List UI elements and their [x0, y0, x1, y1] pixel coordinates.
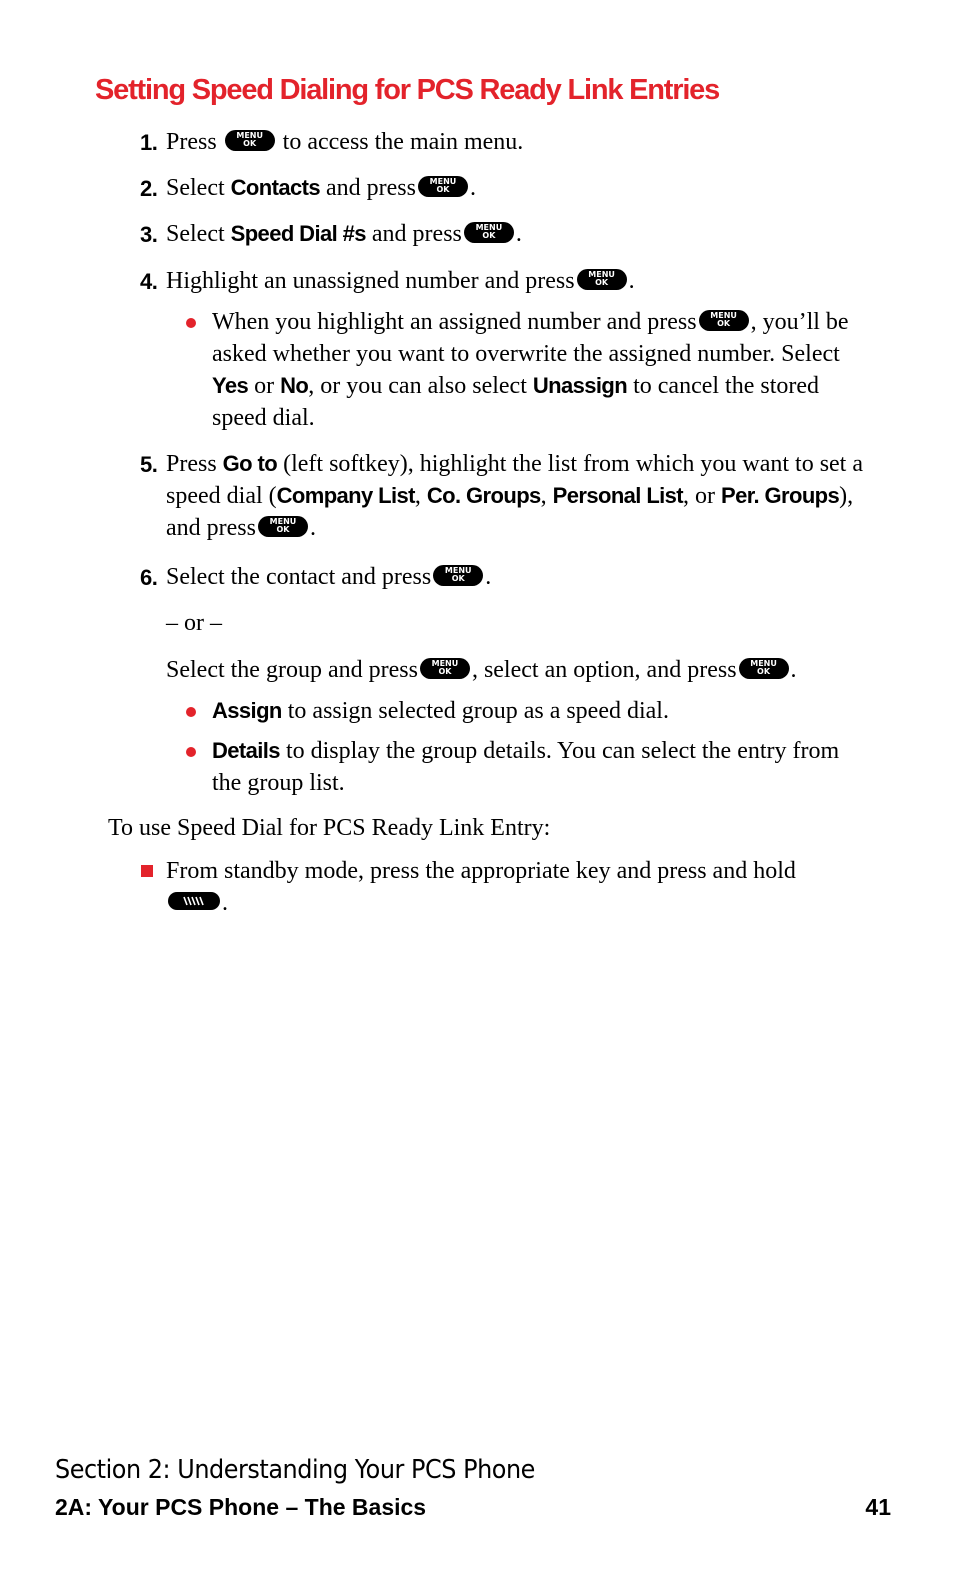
step-text-a: Select	[166, 221, 225, 247]
use-item-text-a: From standby mode, press the appropriate key and press and hold	[166, 858, 796, 884]
option-assign-label: Assign	[212, 698, 282, 723]
key-label-bottom: OK	[595, 277, 609, 287]
step-text-c: .	[485, 564, 492, 590]
note-text	[212, 735, 862, 799]
step-text	[166, 448, 866, 544]
step-text	[166, 126, 866, 158]
softkey-go-to: Go to	[222, 451, 278, 476]
step-text-d: .	[309, 515, 316, 541]
bullet-icon	[186, 707, 196, 717]
step-text-c: .	[469, 175, 476, 201]
key-label-bottom: OK	[757, 666, 771, 676]
step-text-b: (left softkey), highlight the list from which you want to set a speed dial (	[166, 451, 863, 509]
menu-ok-key-icon	[739, 658, 789, 679]
step-number: 5.	[140, 452, 158, 477]
key-label-top: MENU	[444, 565, 472, 575]
step-text	[166, 265, 866, 297]
use-item-text	[166, 855, 856, 919]
key-label-top: MENU	[588, 269, 615, 279]
menu-ok-key-icon	[433, 565, 483, 586]
list-co-groups: Co. Groups	[426, 483, 541, 508]
step-text-b: to access the main menu.	[282, 129, 524, 155]
key-label-bottom: OK	[717, 318, 731, 328]
step-text-c: .	[628, 268, 635, 294]
step-text	[166, 561, 866, 593]
bullet-icon	[186, 747, 196, 757]
key-label-top: MENU	[236, 130, 263, 140]
option-assign-desc: to assign selected group as a speed dial.	[287, 698, 669, 724]
footer-section-title: Section 2: Understanding Your PCS Phone	[55, 1455, 535, 1485]
list-personal-list: Personal List	[552, 483, 684, 508]
step-text-a: Select the group and press	[166, 657, 418, 683]
step-text	[166, 172, 866, 204]
step-text-b: and press	[325, 175, 416, 201]
option-details-label: Details	[212, 738, 280, 763]
step-number: 3.	[140, 222, 158, 247]
step-text-c: .	[515, 221, 522, 247]
note-text-b: , you’ll be asked whether you want to overwrite the assigned number. Select	[212, 309, 849, 367]
separator: ,	[414, 483, 421, 509]
step-number: 4.	[140, 269, 158, 294]
key-label-top: MENU	[750, 658, 777, 668]
option-no: No	[280, 373, 309, 398]
note-text-or: or	[254, 373, 275, 399]
step-text-a: Select the contact and press	[166, 564, 432, 590]
list-company-list: Company List	[276, 483, 415, 508]
key-label-bottom: OK	[482, 230, 496, 240]
step-text-a: Press	[166, 451, 217, 477]
list-per-groups: Per. Groups	[721, 483, 840, 508]
step-text-c: .	[790, 657, 797, 683]
option-details-desc: to display the group details. You can select the entry from the group list.	[212, 738, 840, 796]
menu-ok-key-icon	[464, 222, 514, 243]
use-intro: To use Speed Dial for PCS Ready Link Entry:	[108, 815, 551, 841]
page-number: 41	[865, 1494, 891, 1520]
note-text-d: to cancel the stored speed dial.	[212, 373, 820, 431]
key-label-top: MENU	[710, 310, 737, 320]
menu-ok-key-icon	[699, 310, 749, 331]
menu-ok-key-icon	[258, 516, 308, 537]
step-number: 2.	[140, 176, 158, 201]
step-text-a: Select	[166, 175, 225, 201]
page-title: Setting Speed Dialing for PCS Ready Link Entries	[95, 74, 720, 106]
separator: ,	[540, 483, 547, 509]
step-6-alt	[166, 654, 866, 686]
note-text-c: , or you can also select	[308, 373, 527, 399]
or-divider: – or –	[166, 610, 222, 636]
square-bullet-icon	[141, 865, 153, 877]
key-label-top: MENU	[269, 516, 297, 526]
menu-ok-key-icon	[420, 658, 470, 679]
option-yes: Yes	[212, 373, 249, 398]
key-label-bottom: OK	[276, 524, 290, 534]
menu-ok-key-icon	[577, 269, 627, 290]
use-item-text-b: .	[222, 890, 228, 916]
step-text-or: , or	[683, 483, 716, 509]
talk-key-icon	[168, 892, 220, 910]
key-label-top: MENU	[429, 176, 457, 186]
note-text	[212, 306, 862, 434]
menu-ok-key-icon	[418, 176, 468, 197]
key-label-bottom: OK	[451, 573, 465, 583]
key-label-bottom: OK	[438, 666, 452, 676]
note-text	[212, 695, 862, 727]
step-text-b: and press	[371, 221, 462, 247]
menu-term-contacts: Contacts	[230, 175, 320, 200]
key-label-bottom: OK	[243, 138, 257, 148]
menu-term-speed-dial: Speed Dial #s	[230, 221, 366, 246]
step-text-b: , select an option, and press	[471, 657, 737, 683]
step-text-a: Press	[166, 129, 217, 155]
note-text-a: When you highlight an assigned number and press	[212, 309, 697, 335]
bullet-icon	[186, 318, 196, 328]
footer-subsection: 2A: Your PCS Phone – The Basics	[55, 1494, 427, 1520]
step-text-c: ), and press	[166, 483, 854, 541]
step-text-a: Highlight an unassigned number and press	[166, 268, 575, 294]
key-label-top: MENU	[431, 658, 459, 668]
step-text	[166, 218, 866, 250]
step-number: 1.	[140, 130, 158, 155]
option-unassign: Unassign	[532, 373, 628, 398]
step-number: 6.	[140, 565, 158, 590]
key-label-top: MENU	[475, 222, 503, 232]
key-label-bottom: OK	[436, 184, 450, 194]
menu-ok-key-icon	[225, 130, 275, 151]
